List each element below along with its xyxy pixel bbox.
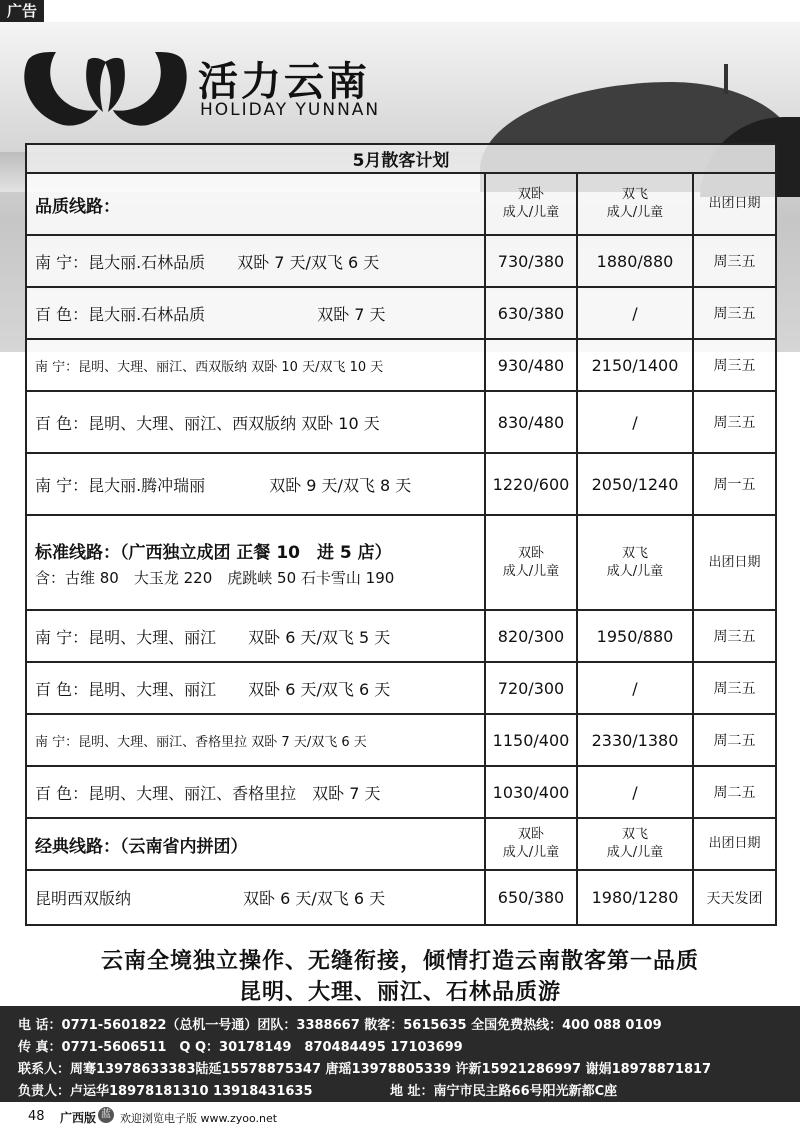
col-header-sleeper: 双卧 成人/儿童: [485, 515, 577, 610]
contact-persons: 联系人：周骞13978633383陆延15578875347 唐瑶13978805339 许新15921286997 谢娟18978871817: [18, 1062, 712, 1077]
plan-title: 5月散客计划: [26, 144, 776, 173]
table-row: [26, 391, 776, 453]
col-header-sleeper: 双卧 成人/儿童: [485, 818, 577, 870]
section-quality-label: 品质线路：: [26, 173, 485, 235]
col-header-date: 出团日期: [693, 515, 776, 610]
departure-day: 周三五: [693, 235, 776, 287]
tower: [724, 64, 728, 94]
departure-day: 周三五: [693, 287, 776, 339]
col-header-date: 出团日期: [693, 818, 776, 870]
sleeper-price: 720/300: [485, 662, 577, 714]
flight-price: /: [577, 391, 693, 453]
table-row: [26, 766, 776, 818]
contact-phone: 电 话：0771-5601822（总机一号通）团队：3388667 散客：5615635 全国免费热线：400 088 0109: [18, 1018, 662, 1033]
table-row: [26, 453, 776, 515]
route-cell: 昆明西双版纳 双卧 6 天/双飞 6 天: [26, 870, 485, 925]
col-header-flight: 双飞 成人/儿童: [577, 818, 693, 870]
route-cell: 南 宁：昆大丽.石林品质 双卧 7 天/双飞 6 天: [26, 235, 485, 287]
flight-price: 1980/1280: [577, 870, 693, 925]
sleeper-price: 1220/600: [485, 453, 577, 515]
col-header-flight: 双飞 成人/儿童: [577, 173, 693, 235]
contact-address: 地 址：南宁市民主路66号阳光新都C座: [390, 1084, 618, 1099]
standard-includes: 含：古维 80 大玉龙 220 虎跳峡 50 石卡雪山 190: [35, 568, 395, 587]
contact-panel: [0, 1006, 800, 1102]
col-header-sleeper: 双卧 成人/儿童: [485, 173, 577, 235]
sleeper-price: 830/480: [485, 391, 577, 453]
table-row: [26, 714, 776, 766]
contact-fax: 传 真：0771-5606511 Q Q：30178149 870484495 17103699: [18, 1040, 463, 1055]
flight-price: 2330/1380: [577, 714, 693, 766]
flight-price: 1950/880: [577, 610, 693, 662]
flight-price: 2150/1400: [577, 339, 693, 391]
slogan-line-2: 昆明、大理、丽江、石林品质游: [238, 980, 561, 1005]
route-cell: 百 色：昆大丽.石林品质 双卧 7 天: [26, 287, 485, 339]
flight-price: /: [577, 287, 693, 339]
brand-name-en: HOLIDAY YUNNAN: [200, 100, 381, 120]
sleeper-price: 630/380: [485, 287, 577, 339]
ad-tag: 广告: [0, 0, 44, 22]
departure-day: 周三五: [693, 339, 776, 391]
sleeper-price: 820/300: [485, 610, 577, 662]
col-header-flight: 双飞 成人/儿童: [577, 515, 693, 610]
brand-name-cn: 活力云南: [198, 58, 370, 105]
contact-manager: 负责人：卢运华18978181310 13918431635: [18, 1084, 313, 1099]
col-header-date: 出团日期: [693, 173, 776, 235]
flight-price: /: [577, 766, 693, 818]
departure-day: 周三五: [693, 662, 776, 714]
route-cell: 百 色：昆明、大理、丽江、香格里拉 双卧 7 天: [26, 766, 485, 818]
sleeper-price: 930/480: [485, 339, 577, 391]
slogan-line-1: 云南全境独立操作、无缝衔接，倾情打造云南散客第一品质: [100, 949, 699, 974]
route-cell: 百 色：昆明、大理、丽江 双卧 6 天/双飞 6 天: [26, 662, 485, 714]
sleeper-price: 1030/400: [485, 766, 577, 818]
table-row: [26, 610, 776, 662]
page-number: 48: [28, 1109, 45, 1124]
tour-plan-table: [25, 143, 775, 926]
table-row: [26, 870, 776, 925]
departure-day: 周三五: [693, 610, 776, 662]
table-row: [26, 235, 776, 287]
route-cell: 百 色：昆明、大理、丽江、西双版纳 双卧 10 天: [26, 391, 485, 453]
sleeper-price: 1150/400: [485, 714, 577, 766]
route-cell: 南 宁：昆明、大理、丽江、香格里拉 双卧 7 天/双飞 6 天: [26, 714, 485, 766]
route-cell: 南 宁：昆大丽.腾冲瑞丽 双卧 9 天/双飞 8 天: [26, 453, 485, 515]
departure-day: 周三五: [693, 391, 776, 453]
route-cell: 南 宁：昆明、大理、丽江、西双版纳 双卧 10 天/双飞 10 天: [26, 339, 485, 391]
website-text[interactable]: 欢迎浏览电子版 www.zyoo.net: [120, 1112, 278, 1125]
departure-day: 天天发团: [693, 870, 776, 925]
flight-price: 2050/1240: [577, 453, 693, 515]
page-footer: [0, 1104, 800, 1128]
flight-price: 1880/880: [577, 235, 693, 287]
section-classic-label: 经典线路：（云南省内拼团）: [26, 818, 485, 870]
route-cell: 南 宁：昆明、大理、丽江 双卧 6 天/双飞 5 天: [26, 610, 485, 662]
table-row: [26, 662, 776, 714]
edition-badge: 蓝: [98, 1107, 114, 1123]
edition-label: 广西版: [60, 1111, 97, 1125]
sleeper-price: 730/380: [485, 235, 577, 287]
sleeper-price: 650/380: [485, 870, 577, 925]
departure-day: 周二五: [693, 714, 776, 766]
departure-day: 周二五: [693, 766, 776, 818]
holiday-yunnan-logo-icon: [18, 40, 193, 130]
table-row: [26, 287, 776, 339]
flight-price: /: [577, 662, 693, 714]
departure-day: 周一五: [693, 453, 776, 515]
section-standard-label: 标准线路：（广西独立成团 正餐 10 进 5 店） 含：古维 80 大玉龙 220 虎跳峡 50 石卡雪山 190: [26, 515, 485, 610]
table-row: [26, 339, 776, 391]
